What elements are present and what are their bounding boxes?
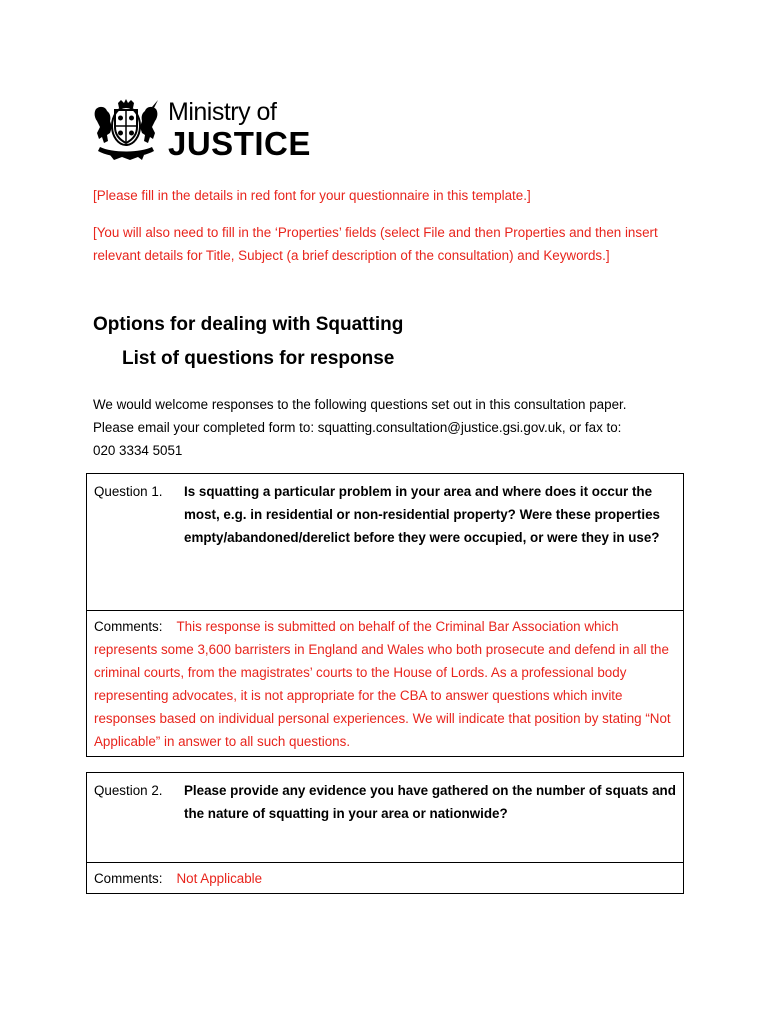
royal-coat-of-arms-icon bbox=[92, 99, 160, 161]
question-row-1 bbox=[87, 474, 683, 611]
comments-text-2: Not Applicable bbox=[176, 871, 263, 886]
question-text-1: Is squatting a particular problem in your area and where does it occur the most, e.g. in residential or non-residential property? Were these properties empty/abandoned/derelict before they were occupied, or were they in use? bbox=[184, 484, 660, 545]
question-label-2: Question 2. bbox=[94, 783, 163, 798]
comments-cell-1[interactable] bbox=[87, 611, 683, 753]
logo-line-ministry: Ministry of bbox=[168, 98, 277, 126]
comments-label-1: Comments: bbox=[94, 619, 163, 634]
intro-line-1: We would welcome responses to the following questions set out in this consultation paper. bbox=[93, 397, 627, 412]
question-row-2 bbox=[87, 773, 683, 863]
comments-text-1: This response is submitted on behalf of the Criminal Bar Association which represents some 3,600 barristers in England and Wales who both prosecute and defend in all the criminal courts, from the magistrates’ courts to the House of Lords. As a professional body representing advocates, it is not appropriate for the CBA to answer questions which invite responses based on individual personal experiences. We will indicate that position by stating “Not Applicable” in answer to all such questions. bbox=[94, 619, 671, 749]
document-subtitle: List of questions for response bbox=[122, 348, 395, 369]
question-label-1: Question 1. bbox=[94, 484, 163, 499]
question-box-1 bbox=[86, 473, 684, 757]
intro-line-2: Please email your completed form to: squatting.consultation@justice.gsi.gov.uk, or fax to: bbox=[93, 420, 622, 435]
intro-paragraph bbox=[93, 393, 683, 462]
instruction-note-red-font: [Please fill in the details in red font for your questionnaire in this template.] bbox=[93, 188, 531, 203]
comments-cell-2[interactable] bbox=[87, 863, 683, 890]
comments-label-2: Comments: bbox=[94, 871, 163, 886]
document-title: Options for dealing with Squatting bbox=[93, 314, 404, 335]
question-box-2 bbox=[86, 772, 684, 894]
logo-line-justice: JUSTICE bbox=[168, 125, 311, 162]
instruction-note-properties: [You will also need to fill in the ‘Properties’ fields (select File and then Properties and then insert relevant details for Title, Subject (a brief description of the consultation) and Keywords.] bbox=[93, 225, 658, 263]
question-text-2: Please provide any evidence you have gathered on the number of squats and the nature of squatting in your area or nationwide? bbox=[184, 783, 676, 821]
intro-line-3: 020 3334 5051 bbox=[93, 443, 183, 458]
ministry-of-justice-logo bbox=[92, 98, 311, 162]
